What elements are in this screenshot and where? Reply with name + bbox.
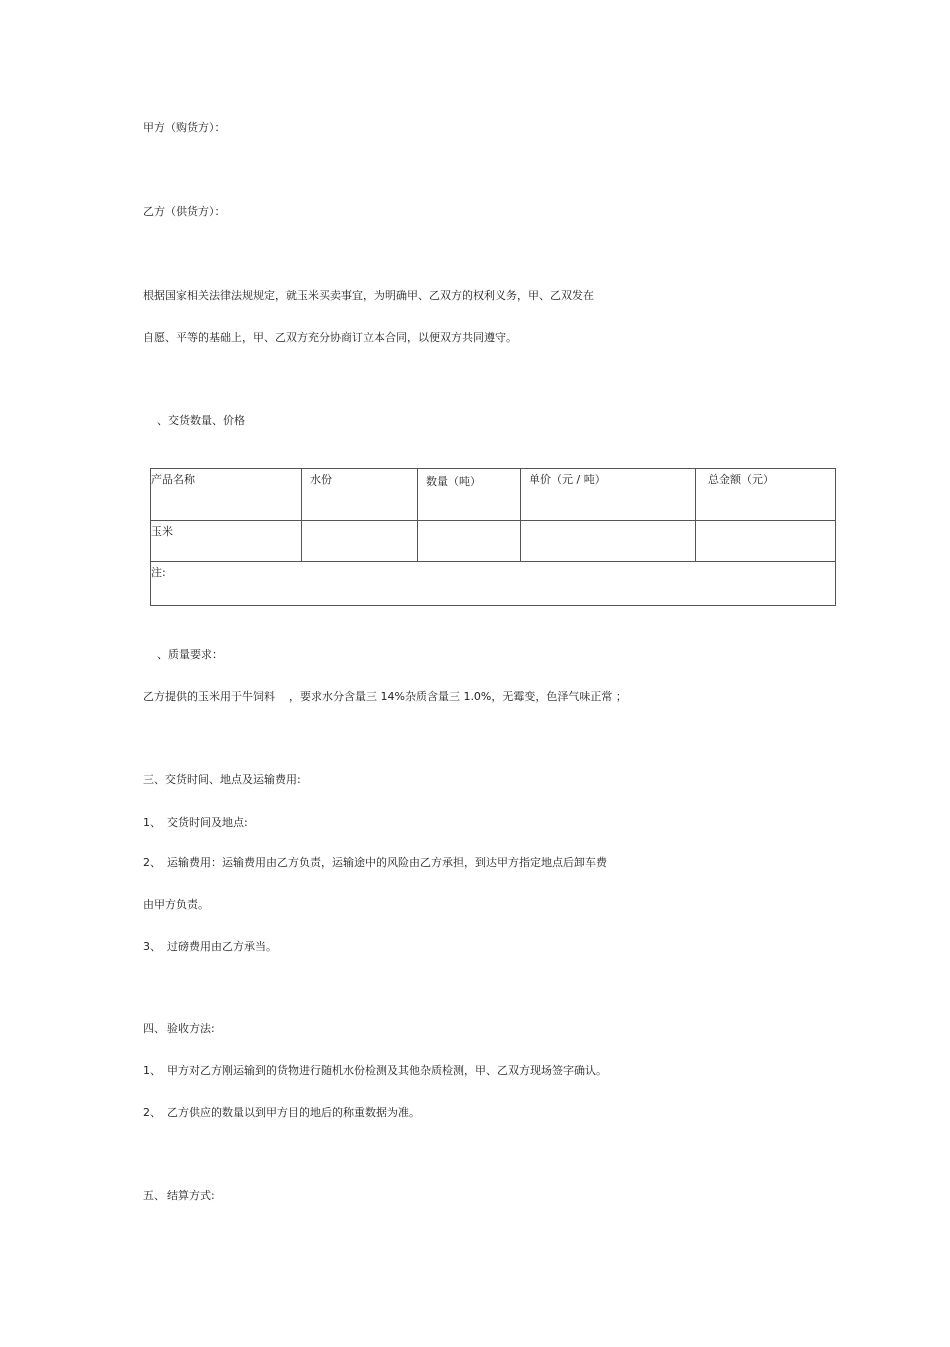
header-product-name: 产品名称 (151, 469, 302, 521)
preamble-line-1: 根据国家相关法律法规规定，就玉米买卖事宜，为明确甲、乙双方的权利义务，甲、乙双发在 (143, 289, 594, 302)
section-2-title: 、质量要求： (157, 648, 223, 661)
section-title-text: 结算方式: (167, 1189, 215, 1202)
section-title-text: 验收方法: (167, 1022, 215, 1035)
cell-total-amount (696, 521, 836, 562)
quality-requirement (143, 690, 627, 704)
item-number: 2、 (143, 856, 161, 869)
list-item (143, 856, 607, 870)
header-unit-price: 单价（元 / 吨） (521, 469, 696, 521)
item-number: 1、 (143, 1064, 161, 1077)
header-quantity: 数量（吨） (418, 469, 521, 521)
list-item (143, 1106, 420, 1120)
cell-product-corn: 玉米 (151, 521, 302, 562)
cell-unit-price (521, 521, 696, 562)
list-item (143, 940, 277, 954)
item-number: 3、 (143, 940, 161, 953)
item-text: 乙方供应的数量以到甲方目的地后的称重数据为准。 (167, 1106, 420, 1119)
section-number: 五、 (143, 1189, 165, 1202)
table-note: 注: (151, 562, 836, 606)
item-text: 甲方对乙方刚运输到的货物进行随机水份检测及其他杂质检测，甲、乙双方现场签字确认。 (167, 1064, 607, 1077)
section-3-title: 三、交货时间、地点及运输费用: (143, 773, 301, 786)
table-note-row (151, 562, 836, 606)
list-item (143, 816, 248, 830)
item-text: 过磅费用由乙方承当。 (167, 940, 277, 953)
section-4-title (143, 1022, 215, 1036)
cell-moisture (302, 521, 418, 562)
quality-text-part-1: 乙方提供的玉米用于牛饲料 (143, 690, 275, 703)
header-moisture: 水份 (302, 469, 418, 521)
quality-text-part-2: ，要求水分含量三 14%杂质含量三 1.0%，无霉变，色泽气味正常 ； (289, 690, 627, 703)
table-row (151, 521, 836, 562)
item-text: 运输费用：运输费用由乙方负责，运输途中的风险由乙方承担，到达甲方指定地点后卸车费 (167, 856, 607, 869)
item-number: 1、 (143, 816, 161, 829)
list-item (143, 1064, 607, 1078)
table-header-row (151, 469, 836, 521)
preamble-line-2: 自愿、平等的基础上，甲、乙双方充分协商订立本合同，以便双方共同遵守。 (143, 331, 517, 344)
goods-table (150, 468, 836, 606)
party-a-label: 甲方（购货方）： (143, 121, 226, 134)
party-b-label: 乙方（供货方）： (143, 205, 226, 218)
item-continuation: 由甲方负责。 (143, 898, 209, 911)
item-text: 交货时间及地点: (167, 816, 248, 829)
section-5-title (143, 1189, 215, 1203)
section-number: 四、 (143, 1022, 165, 1035)
header-total-amount: 总金额（元） (696, 469, 836, 521)
cell-quantity (418, 521, 521, 562)
item-number: 2、 (143, 1106, 161, 1119)
section-1-title: 、交货数量、价格 (157, 414, 245, 427)
